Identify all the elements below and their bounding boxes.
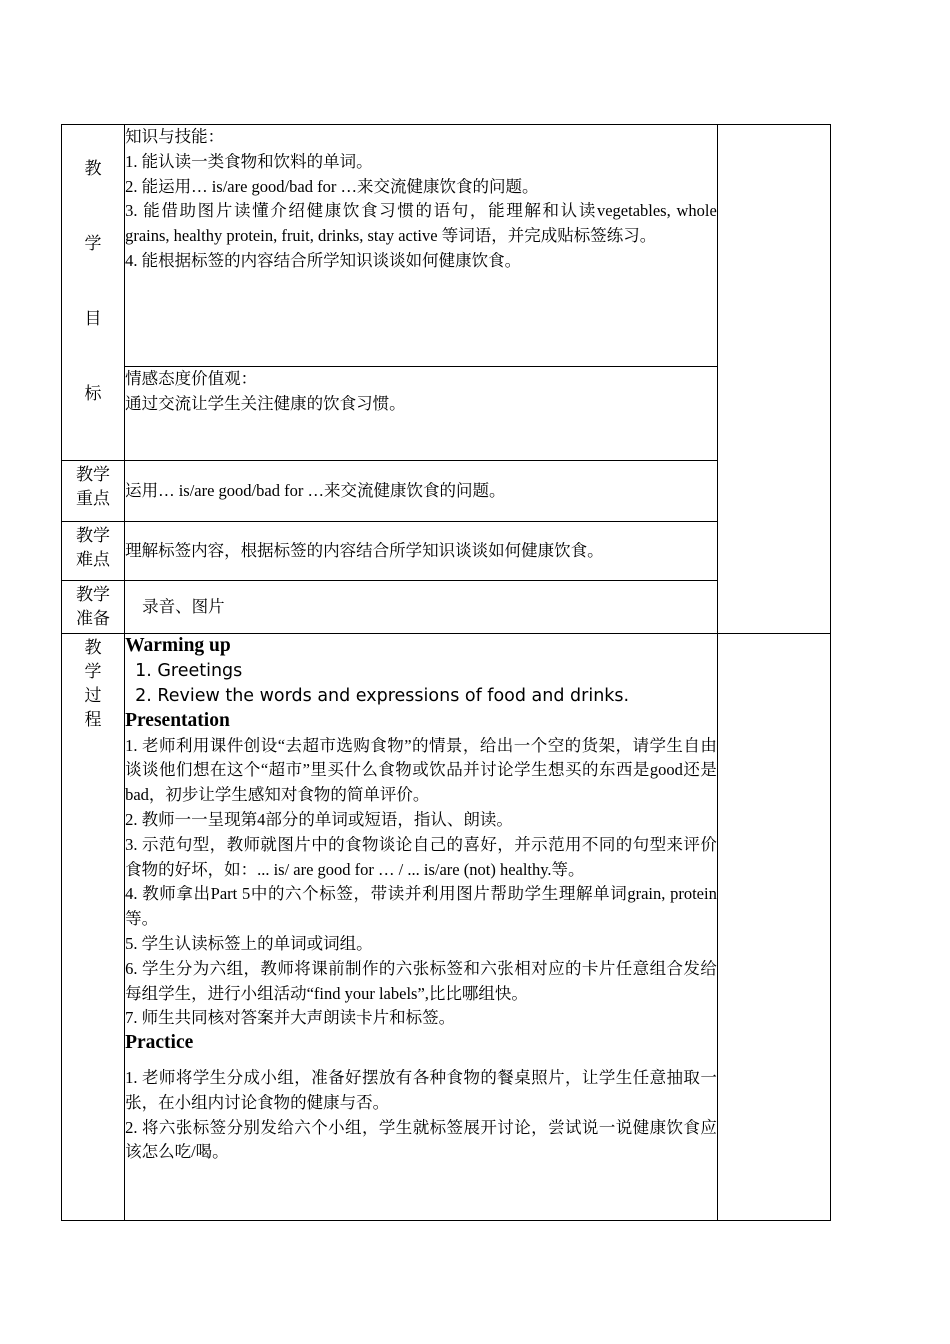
knowledge-title: 知识与技能： (125, 127, 225, 146)
emotion-row (62, 367, 831, 461)
practice-item: 1. 老师将学生分成小组，准备好摆放有各种食物的餐桌照片，让学生任意抽取一张，在小组内讨论食物的健康与否。 (125, 1067, 717, 1112)
knowledge-skills-cell (125, 125, 718, 367)
presentation-item: 1. 老师利用课件创设“去超市选购食物”的情景，给出一个空的货架，请学生自由谈谈他们想在这个“超市”里买什么食物或饮品并讨论学生想买的东西是good还是bad，初步让学生感知对食物的简单评价。 (125, 735, 717, 805)
process-row (62, 634, 831, 1221)
knowledge-item: 3. 能借助图片读懂介绍健康饮食习惯的语句，能理解和认读vegetables, whole grains, healthy protein, fruit, drinks, stay active 等词语，并完成贴标签练习。 (125, 201, 717, 246)
key-points-cell (125, 461, 718, 522)
notes-column (717, 125, 830, 634)
presentation-item: 4. 教师拿出Part 5中的六个标签，带读并利用图片帮助学生理解单词grain, protein等。 (125, 884, 717, 929)
process-label: 教 学 过 程 (62, 634, 125, 1221)
emotion-text: 通过交流让学生关注健康的饮食习惯。 (125, 393, 406, 413)
key-points-text: 运用… is/are good/bad for …来交流健康饮食的问题。 (125, 480, 506, 500)
emotion-cell (125, 367, 718, 461)
warmup-item: 1. Greetings (135, 660, 243, 681)
process-cell (125, 634, 718, 1221)
presentation-item: 3. 示范句型，教师就图片中的食物谈论自己的喜好，并示范用不同的句型来评价食物的好坏，如：... is/ are good for … / ... is/are (not) healthy.等。 (125, 834, 717, 879)
presentation-heading: Presentation (125, 709, 230, 731)
presentation-item: 5. 学生认读标签上的单词或词组。 (125, 933, 373, 953)
preparation-text: 录音、图片 (142, 596, 225, 616)
knowledge-item: 4. 能根据标签的内容结合所学知识谈谈如何健康饮食。 (125, 250, 522, 270)
difficulties-cell (125, 522, 718, 581)
presentation-item: 7. 师生共同核对答案并大声朗读卡片和标签。 (125, 1008, 456, 1028)
preparation-row (62, 581, 831, 634)
difficulties-label: 教学 难点 (62, 522, 125, 581)
objectives-label: 教 学 目 标 (62, 125, 125, 461)
key-points-label: 教学 重点 (62, 461, 125, 522)
preparation-cell (125, 581, 718, 634)
difficulties-text: 理解标签内容，根据标签的内容结合所学知识谈谈如何健康饮食。 (125, 540, 604, 560)
warmup-item: 2. Review the words and expressions of food and drinks. (135, 685, 630, 706)
practice-heading: Practice (125, 1032, 194, 1054)
process-notes-cell (717, 634, 830, 1221)
presentation-item: 2. 教师一一呈现第4部分的单词或短语，指认、朗读。 (125, 809, 513, 829)
preparation-label: 教学 准备 (62, 581, 125, 634)
warmup-heading: Warming up (125, 635, 231, 656)
emotion-title: 情感态度价值观： (125, 369, 258, 388)
knowledge-item: 1. 能认读一类食物和饮料的单词。 (125, 151, 373, 171)
presentation-item: 6. 学生分为六组，教师将课前制作的六张标签和六张相对应的卡片任意组合发给每组学生，进行小组活动“find your labels”,比比哪组快。 (125, 958, 717, 1003)
difficulties-row (62, 522, 831, 581)
lesson-plan-table (61, 124, 831, 1221)
knowledge-item: 2. 能运用… is/are good/bad for …来交流健康饮食的问题。 (125, 176, 539, 196)
key-points-row (62, 461, 831, 522)
practice-item: 2. 将六张标签分别发给六个小组，学生就标签展开讨论，尝试说一说健康饮食应该怎么吃/喝。 (125, 1117, 717, 1162)
objectives-row (62, 125, 831, 367)
